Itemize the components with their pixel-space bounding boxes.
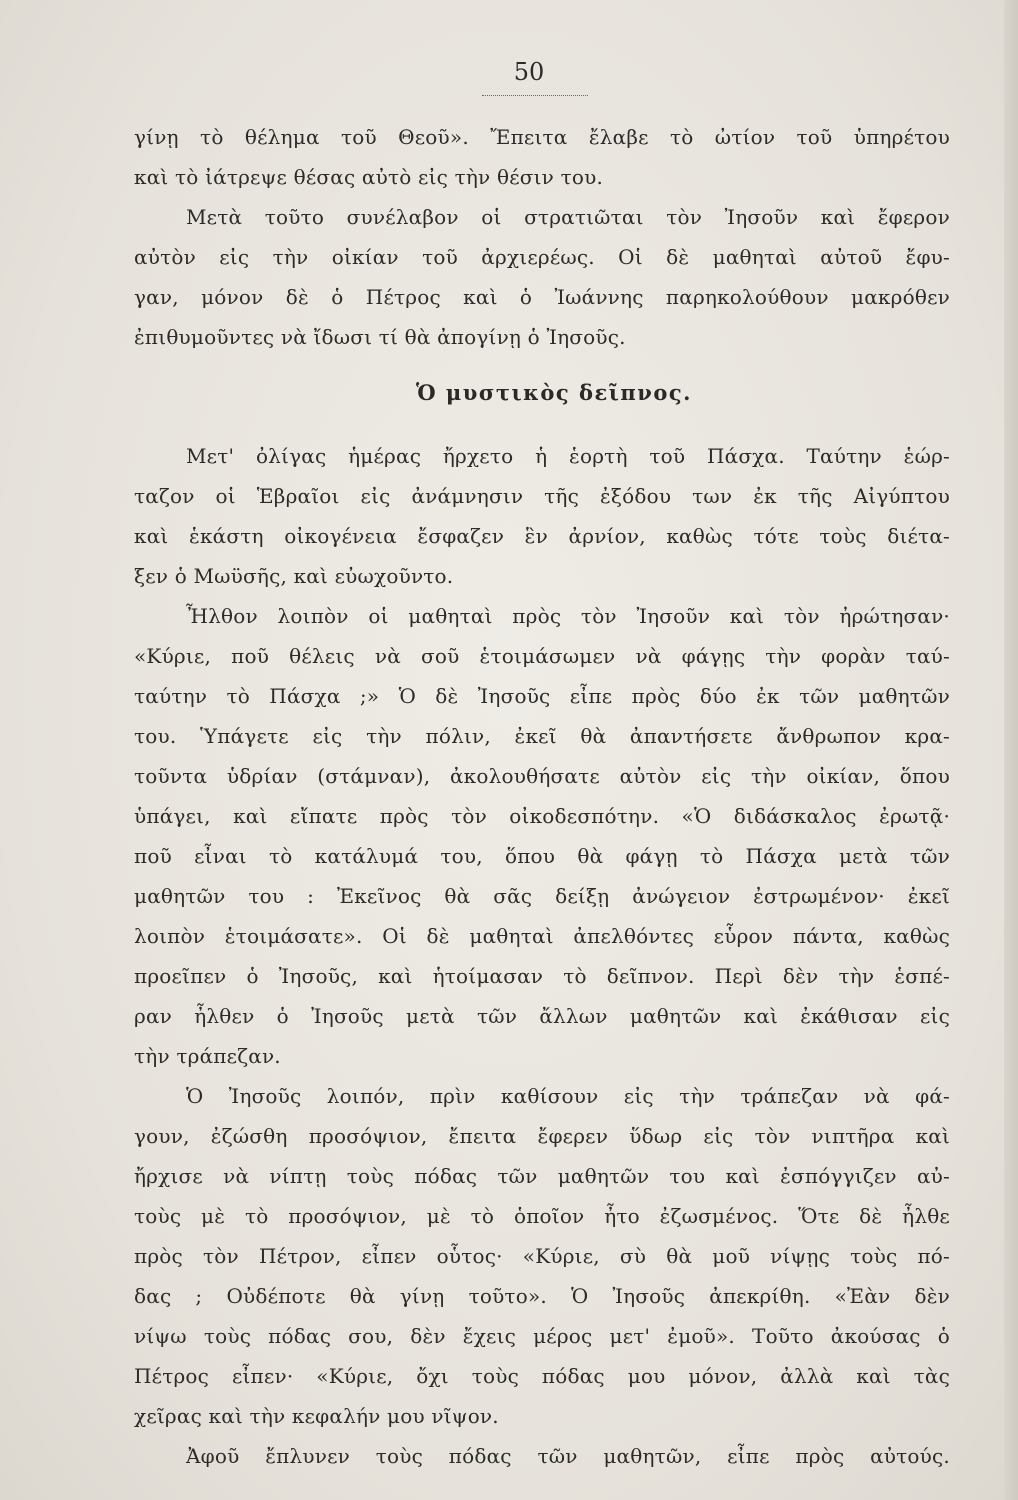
text-line: καὶ ἑκάστη οἰκογένεια ἔσφαζεν ἓν ἀρνίον, καθὼς τότε τοὺς διέτα- <box>134 524 950 548</box>
text-line: Μετ' ὀλίγας ἡμέρας ἤρχετο ἡ ἑορτὴ τοῦ Πάσχα. Ταύτην ἑώρ- <box>186 444 950 468</box>
text-line: νίψω τοὺς πόδας σου, δὲν ἔχεις μέρος μετ' ἐμοῦ». Τοῦτο ἀκούσας ὁ <box>134 1324 950 1348</box>
text-line: ταύτην τὸ Πάσχα ;» Ὁ δὲ Ἰησοῦς εἶπε πρὸς δύο ἐκ τῶν μαθητῶν <box>134 684 950 708</box>
text-line: αὐτὸν εἰς τὴν οἰκίαν τοῦ ἀρχιερέως. Οἱ δὲ μαθηταὶ αὐτοῦ ἔφυ- <box>134 245 950 269</box>
text-line: χεῖρας καὶ τὴν κεφαλήν μου νῖψον. <box>134 1404 499 1428</box>
text-line: Πέτρος εἶπεν· «Κύριε, ὄχι τοὺς πόδας μου μόνον, ἀλλὰ καὶ τὰς <box>134 1364 950 1388</box>
text-line: ὑπάγει, καὶ εἴπατε πρὸς τὸν οἰκοδεσπότην. «Ὁ διδάσκαλος ἐρωτᾷ· <box>134 804 950 828</box>
text-line: ραν ἦλθεν ὁ Ἰησοῦς μετὰ τῶν ἄλλων μαθητῶν καὶ ἐκάθισαν εἰς <box>134 1004 950 1028</box>
text-line: Ἦλθον λοιπὸν οἱ μαθηταὶ πρὸς τὸν Ἰησοῦν καὶ τὸν ἠρώτησαν· <box>186 604 950 628</box>
text-line: ξεν ὁ Μωϋσῆς, καὶ εὐωχοῦντο. <box>134 564 454 588</box>
text-line: ποῦ εἶναι τὸ κατάλυμά του, ὅπου θὰ φάγῃ τὸ Πάσχα μετὰ τῶν <box>134 844 950 868</box>
page-number-rule <box>482 95 588 96</box>
text-line: γαν, μόνον δὲ ὁ Πέτρος καὶ ὁ Ἰωάννης παρηκολούθουν μακρόθεν <box>134 285 950 309</box>
text-line: γίνῃ τὸ θέλημα τοῦ Θεοῦ». Ἔπειτα ἔλαβε τὸ ὠτίον τοῦ ὑπηρέτου <box>134 125 950 149</box>
text-line: πρὸς τὸν Πέτρον, εἶπεν οὗτος· «Κύριε, σὺ θὰ μοῦ νίψῃς τοὺς πό- <box>134 1244 950 1268</box>
text-line: ταζον οἱ Ἑβραῖοι εἰς ἀνάμνησιν τῆς ἐξόδου των ἐκ τῆς Αἰγύπτου <box>134 484 950 508</box>
text-line: ἐπιθυμοῦντες νὰ ἴδωσι τί θὰ ἀπογίνῃ ὁ Ἰησοῦς. <box>134 325 626 349</box>
text-line: τοὺς μὲ τὸ προσόψιον, μὲ τὸ ὁποῖον ἦτο ἐζωσμένος. Ὅτε δὲ ἦλθε <box>134 1204 950 1228</box>
paragraph-block-2 <box>134 436 950 1476</box>
paragraph-block-1 <box>134 117 950 357</box>
page-number: 50 <box>513 58 545 86</box>
text-line: τὴν τράπεζαν. <box>134 1044 281 1068</box>
text-line: Μετὰ τοῦτο συνέλαβον οἱ στρατιῶται τὸν Ἰησοῦν καὶ ἔφερον <box>186 205 950 229</box>
text-line: Ἀφοῦ ἔπλυνεν τοὺς πόδας τῶν μαθητῶν, εἶπε πρὸς αὐτούς. <box>186 1444 950 1468</box>
text-line: λοιπὸν ἑτοιμάσατε». Οἱ δὲ μαθηταὶ ἀπελθόντες εὗρον πάντα, καθὼς <box>134 924 950 948</box>
text-line: ἤρχισε νὰ νίπτῃ τοὺς πόδας τῶν μαθητῶν του καὶ ἐσπόγγιζεν αὐ- <box>134 1164 950 1188</box>
text-line: «Κύριε, ποῦ θέλεις νὰ σοῦ ἑτοιμάσωμεν νὰ φάγῃς τὴν φορὰν ταύ- <box>134 644 950 668</box>
text-line: προεῖπεν ὁ Ἰησοῦς, καὶ ἡτοίμασαν τὸ δεῖπνον. Περὶ δὲν τὴν ἑσπέ- <box>134 964 950 988</box>
text-line: τοῦντα ὑδρίαν (στάμναν), ἀκολουθήσατε αὐτὸν εἰς τὴν οἰκίαν, ὅπου <box>134 764 950 788</box>
text-line: γουν, ἐζώσθη προσόψιον, ἔπειτα ἔφερεν ὕδωρ εἰς τὸν νιπτῆρα καὶ <box>134 1124 950 1148</box>
text-line: δας ; Οὐδέποτε θὰ γίνῃ τοῦτο». Ὁ Ἰησοῦς ἀπεκρίθη. «Ἐὰν δὲν <box>134 1284 950 1308</box>
page-edge <box>1004 0 1018 1500</box>
text-line: του. Ὑπάγετε εἰς τὴν πόλιν, ἐκεῖ θὰ ἀπαντήσετε ἄνθρωπον κρα- <box>134 724 950 748</box>
text-line: καὶ τὸ ἰάτρεψε θέσας αὐτὸ εἰς τὴν θέσιν του. <box>134 165 604 189</box>
text-line: Ὁ Ἰησοῦς λοιπόν, πρὶν καθίσουν εἰς τὴν τράπεζαν νὰ φά- <box>186 1084 950 1108</box>
text-line: μαθητῶν του : Ἐκεῖνος θὰ σᾶς δείξῃ ἀνώγειον ἐστρωμένον· ἐκεῖ <box>134 884 950 908</box>
section-heading: Ὁ μυστικὸς δεῖπνος. <box>416 380 692 405</box>
